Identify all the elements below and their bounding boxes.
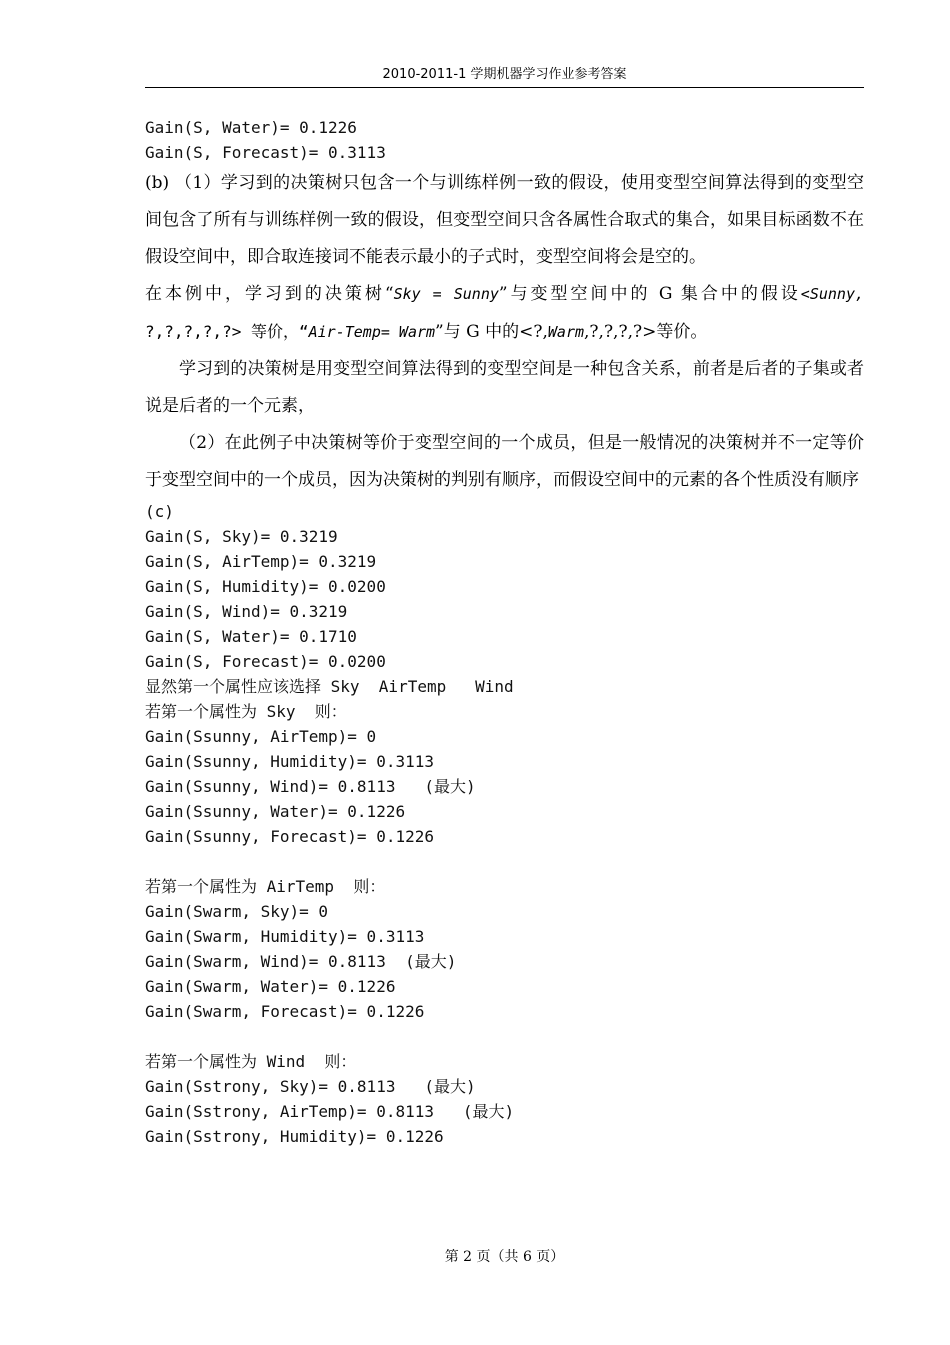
gain-line: Gain(Sstrony, AirTemp)= 0.8113 (最大) [145,1102,515,1121]
hypothesis-airtemp: Air-Temp= Warm [308,323,436,341]
header-rule [145,87,864,88]
gain-line: Gain(Sstrony, Humidity)= 0.1226 [145,1127,444,1146]
text-span: 在本例中，学习到的决策树“ [145,284,394,304]
blank-line [145,849,864,874]
gain-line: Gain(Sstrony, Sky)= 0.8113 (最大) [145,1077,476,1096]
gain-line: Gain(S, Water)= 0.1710 [145,627,357,646]
wind-intro: 若第一个属性为 Wind 则： [145,1052,357,1071]
gain-line: Gain(S, Wind)= 0.3219 [145,602,348,621]
gain-line: Gain(Swarm, Sky)= 0 [145,902,329,921]
blank-line [145,1024,864,1049]
page-content [145,115,864,1149]
gain-line: Gain(Swarm, Water)= 0.1226 [145,977,396,996]
conclusion-line: 显然第一个属性应该选择 Sky AirTemp Wind [145,677,514,696]
hypothesis-sky: Sky = Sunny [393,285,499,303]
gain-line: Gain(S, Forecast)= 0.0200 [145,652,386,671]
paragraph-b-2 [145,276,864,351]
paragraph-b-1: (b) （1）学习到的决策树只包含一个与训练样例一致的假设，使用变型空间算法得到的变型空间包含了所有与训练样例一致的假设，但变型空间只含各属性合取式的集合，如果目标函数不在假设空间中，即合取连接词不能表示最小的子式时，变型空间将会是空的。 [145,173,864,267]
airtemp-intro: 若第一个属性为 AirTemp 则： [145,877,386,896]
gain-line: Gain(S, Sky)= 0.3219 [145,527,338,546]
text-span: ,?,?,?,?>等价。 [584,322,708,342]
gain-line: Gain(S, Forecast)= 0.3113 [145,143,386,162]
hypothesis-sunny: <Sunny, [800,285,865,303]
gain-line: Gain(Ssunny, Wind)= 0.8113 (最大) [145,777,476,796]
hypothesis-warm: Warm [547,323,585,341]
text-span: ”与变型空间中的 G 集合中的假设 [498,284,801,304]
gain-line: Gain(Ssunny, Forecast)= 0.1226 [145,827,434,846]
gain-line: Gain(Ssunny, AirTemp)= 0 [145,727,377,746]
gain-line: Gain(Ssunny, Humidity)= 0.3113 [145,752,434,771]
paragraph-b-3: 学习到的决策树是用变型空间算法得到的变型空间是一种包含关系，前者是后者的子集或者说是后者的一个元素， [145,359,864,416]
paragraph-b-4: （2）在此例子中决策树等价于变型空间的一个成员，但是一般情况的决策树并不一定等价于变型空间中的一个成员，因为决策树的判别有顺序，而假设空间中的元素的各个性质没有顺序 [145,433,864,490]
gain-line: Gain(Swarm, Humidity)= 0.3113 [145,927,425,946]
gain-line: Gain(S, Water)= 0.1226 [145,118,357,137]
gain-line: Gain(Swarm, Forecast)= 0.1226 [145,1002,425,1021]
section-c-label: (c) [145,502,174,521]
page-footer: 第 2 页（共 6 页） [444,1249,565,1265]
sky-intro: 若第一个属性为 Sky 则： [145,702,347,721]
text-span: ?,?,?,?,?> 等价，“ [145,322,309,341]
gain-line: Gain(Swarm, Wind)= 0.8113 (最大) [145,952,457,971]
page-header: 2010-2011-1 学期机器学习作业参考答案 [382,67,627,82]
gain-line: Gain(Ssunny, Water)= 0.1226 [145,802,406,821]
gain-line: Gain(S, Humidity)= 0.0200 [145,577,386,596]
gain-line: Gain(S, AirTemp)= 0.3219 [145,552,377,571]
text-span: ”与 G 中的<?, [435,322,548,342]
